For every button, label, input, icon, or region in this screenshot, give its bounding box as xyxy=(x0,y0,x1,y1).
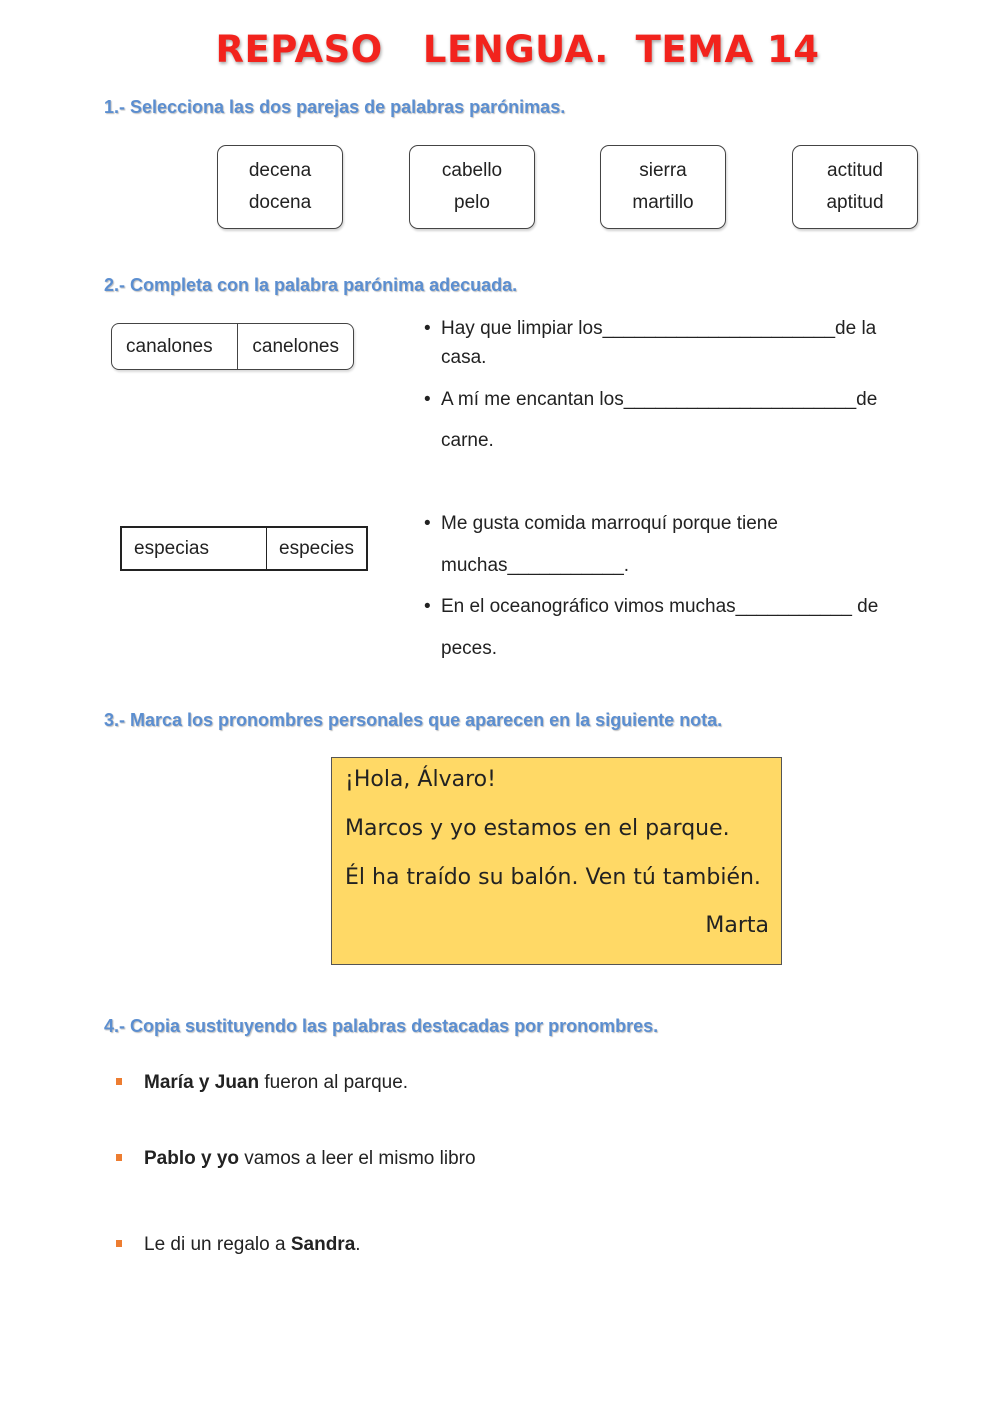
copy-item xyxy=(144,1148,476,1170)
note-signature: Marta xyxy=(705,913,769,938)
word: sierra xyxy=(639,160,687,181)
word-pair-card[interactable] xyxy=(792,145,918,229)
sentence-text: En el oceanográfico vimos muchas___________ de xyxy=(441,596,879,617)
note-card xyxy=(331,757,782,965)
word: decena xyxy=(248,160,312,181)
section-3-heading: 3.- Marca los pronombres personales que aparecen en la siguiente nota. xyxy=(104,710,723,730)
word-pair-card[interactable] xyxy=(409,145,535,229)
sentence-text: muchas___________. xyxy=(441,555,630,576)
fill-sentence xyxy=(424,509,778,538)
page-title: REPASO LENGUA. TEMA 14 xyxy=(215,28,820,71)
item-text: fueron al parque. xyxy=(259,1072,409,1093)
note-line[interactable]: Él ha traído su balón. Ven tú también. xyxy=(345,865,761,890)
note-line[interactable]: Marcos y yo estamos en el parque. xyxy=(345,816,730,841)
bullet-icon: • xyxy=(424,318,431,339)
fill-sentence xyxy=(424,592,879,621)
sentence-text: A mí me encantan los______________________de xyxy=(441,389,878,410)
word: pelo xyxy=(454,192,490,213)
copy-item xyxy=(144,1234,361,1256)
bullet-icon: • xyxy=(424,596,431,617)
word-option[interactable]: especies xyxy=(266,528,366,569)
item-text: vamos a leer el mismo libro xyxy=(239,1148,476,1169)
word: cabello xyxy=(441,160,503,181)
word-options-box xyxy=(120,526,368,571)
bullet-square-icon xyxy=(116,1154,122,1161)
sentence-text: casa. xyxy=(441,347,487,368)
fill-sentence xyxy=(424,385,878,414)
sentence-text: peces. xyxy=(441,638,497,659)
highlighted-words: Pablo y yo xyxy=(144,1148,240,1169)
sentence-text: carne. xyxy=(441,430,494,451)
highlighted-words: Sandra xyxy=(290,1234,356,1255)
copy-item xyxy=(144,1072,408,1094)
highlighted-words: María y Juan xyxy=(144,1072,260,1093)
item-text: . xyxy=(355,1234,361,1255)
word-pair-card[interactable] xyxy=(600,145,726,229)
word-options-box xyxy=(111,323,354,370)
section-2-heading: 2.- Completa con la palabra parónima adecuada. xyxy=(104,275,518,295)
word: aptitud xyxy=(826,192,884,213)
word: docena xyxy=(248,192,312,213)
word: martillo xyxy=(632,192,694,213)
section-4-heading: 4.- Copia sustituyendo las palabras destacadas por pronombres. xyxy=(104,1016,659,1036)
word-pair-card[interactable] xyxy=(217,145,343,229)
word-option[interactable]: canalones xyxy=(126,335,213,357)
note-line[interactable]: ¡Hola, Álvaro! xyxy=(345,767,496,792)
bullet-icon: • xyxy=(424,389,431,410)
word-option[interactable]: canelones xyxy=(237,324,353,369)
section-1-heading: 1.- Selecciona las dos parejas de palabras parónimas. xyxy=(104,97,566,117)
fill-sentence xyxy=(424,314,877,372)
word-option[interactable]: especias xyxy=(134,537,209,559)
bullet-icon: • xyxy=(424,513,431,534)
word: actitud xyxy=(827,160,883,181)
item-text: Le di un regalo a xyxy=(144,1234,291,1255)
bullet-square-icon xyxy=(116,1078,122,1085)
sentence-text: Me gusta comida marroquí porque tiene xyxy=(441,513,778,534)
sentence-text: Hay que limpiar los______________________de la xyxy=(441,318,877,339)
bullet-square-icon xyxy=(116,1240,122,1247)
